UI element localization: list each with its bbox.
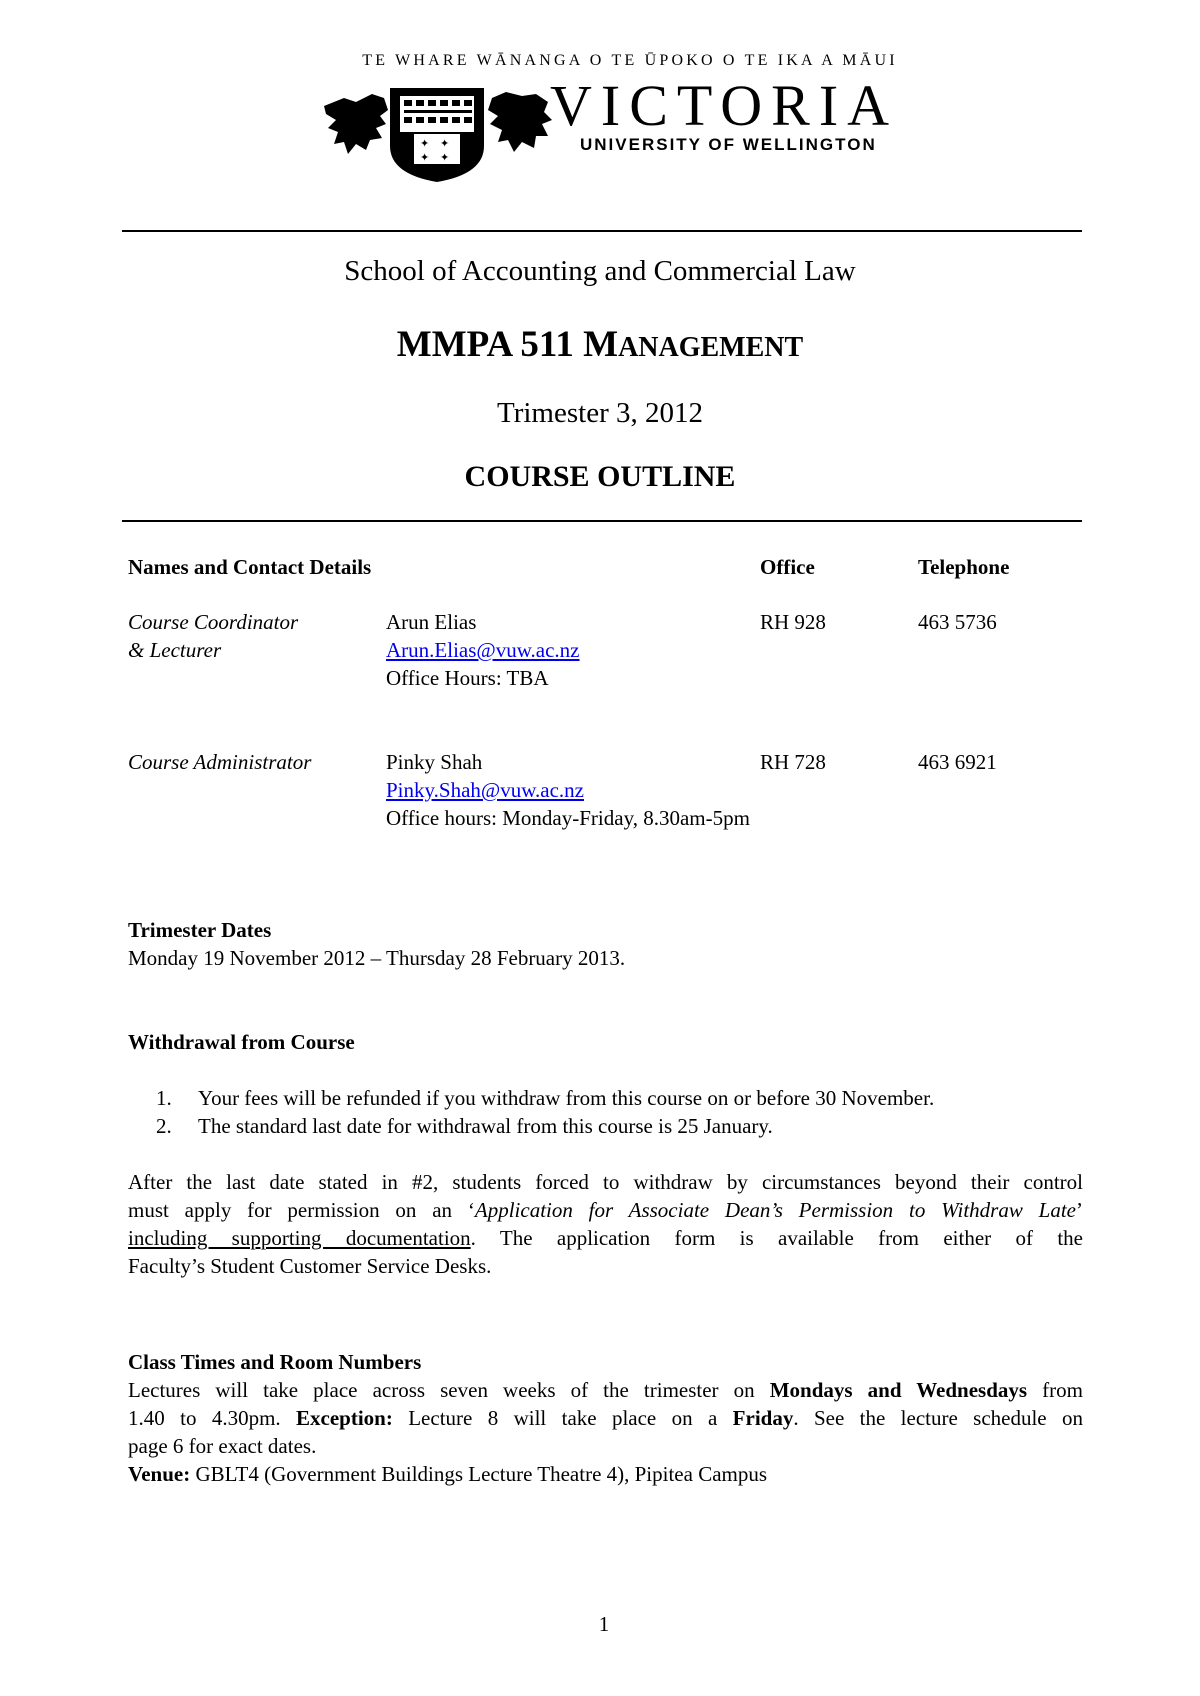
svg-text:✦: ✦ [420,151,430,164]
administrator-email-link[interactable]: Pinky.Shah@vuw.ac.nz [386,778,585,802]
withdrawal-para-text: must apply for permission on an ‘ [128,1198,475,1222]
withdrawal-para-text-2: . The application form is available from either of the [470,1226,1083,1250]
withdrawal-late-paragraph [128,1168,1083,1280]
venue-text: GBLT4 (Government Buildings Lecture Theatre 4), Pipitea Campus [190,1462,768,1486]
withdrawal-para-line-4: Faculty’s Student Customer Service Desks. [128,1254,492,1278]
trimester-dates-text: Monday 19 November 2012 – Thursday 28 February 2013. [128,946,626,970]
class-times-line-2 [128,1404,1083,1432]
administrator-phone: 463 6921 [918,750,997,774]
administrator-office-hours: Office hours: Monday-Friday, 8.30am-5pm [386,806,750,830]
administrator-name: Pinky Shah [386,750,483,774]
withdrawal-para-line-2 [128,1196,1083,1224]
withdrawal-item-1-text: Your fees will be refunded if you withdraw from this course on or before 30 November. [198,1086,935,1110]
venue-label: Venue: [128,1462,191,1486]
coordinator-name: Arun Elias [386,610,477,634]
administrator-office: RH 728 [760,750,826,774]
svg-text:✦: ✦ [440,137,450,150]
course-code: MMPA 511 M [396,324,619,365]
school-name: School of Accounting and Commercial Law [344,255,856,287]
class-times-heading: Class Times and Room Numbers [128,1350,422,1374]
trimester-dates-heading: Trimester Dates [128,918,272,942]
withdrawal-para-line-1: After the last date stated in #2, students forced to withdraw by circumstances beyond their control [128,1170,1083,1194]
contacts-header-telephone: Telephone [918,555,1010,579]
class-times-text-2: from [1027,1378,1083,1402]
venue-line [128,1460,1083,1488]
withdrawal-item-2-number: 2. [156,1114,172,1138]
logo-subtitle: UNIVERSITY OF WELLINGTON [580,135,877,154]
course-title [0,323,1200,366]
contacts-header-office: Office [760,555,815,579]
coordinator-office: RH 928 [760,610,826,634]
class-times-line-3: page 6 for exact dates. [128,1434,317,1458]
class-times-paragraph [128,1376,1083,1488]
course-name-smallcaps: ANAGEMENT [618,332,804,363]
university-maori-name: TE WHARE WĀNANGA O TE ŪPOKO O TE IKA A MĀUI [362,52,898,69]
trimester-label: Trimester 3, 2012 [497,397,703,429]
coordinator-email-link[interactable]: Arun.Elias@vuw.ac.nz [386,638,580,662]
exception-text-2: . See the lecture schedule on [793,1406,1083,1430]
administrator-role: Course Administrator [128,750,312,774]
top-divider [122,230,1082,232]
logo-wordmark: VICTORIA [550,73,899,138]
class-times-line-1 [128,1376,1083,1404]
title-divider [122,520,1082,522]
page-number: 1 [598,1612,610,1636]
svg-text:✦: ✦ [420,137,430,150]
supporting-documentation-note: including supporting documentation [128,1226,471,1250]
coordinator-phone: 463 5736 [918,610,997,634]
exception-day: Friday [732,1406,794,1430]
class-times-text: Lectures will take place across seven weeks of the trimester on [128,1378,770,1402]
victoria-crest-logo [322,84,554,184]
exception-text: Lecture 8 will take place on a [392,1406,733,1430]
document-type: COURSE OUTLINE [464,460,736,493]
lecture-time: 1.40 to 4.30pm. [128,1406,297,1430]
withdrawal-item-1-number: 1. [156,1086,172,1110]
withdrawal-para-line-3 [128,1224,1083,1252]
withdrawal-heading: Withdrawal from Course [128,1030,355,1054]
lecture-days: Mondays and Wednesdays [769,1378,1028,1402]
svg-text:✦: ✦ [440,151,450,164]
coordinator-office-hours: Office Hours: TBA [386,666,549,690]
exception-label: Exception: [296,1406,393,1430]
application-form-name: Application for Associate Dean’s Permission to Withdraw Late [474,1198,1076,1222]
contacts-header-names: Names and Contact Details [128,555,372,579]
coordinator-role-line1: Course Coordinator [128,610,299,634]
withdrawal-item-2-text: The standard last date for withdrawal from this course is 25 January. [198,1114,773,1138]
coordinator-role-line2: & Lecturer [128,638,222,662]
withdrawal-para-quote: ’ [1076,1198,1083,1222]
